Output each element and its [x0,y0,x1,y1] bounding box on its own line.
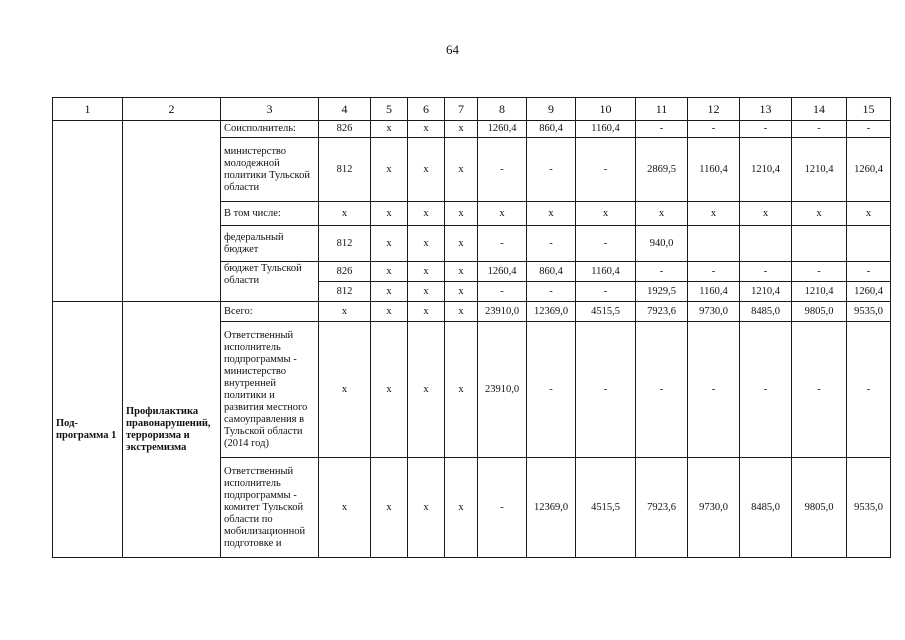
cell: 1210,4 [740,138,792,202]
cell: 9730,0 [688,302,740,322]
cell: x [688,202,740,226]
cell: - [847,121,891,138]
cell: x [408,302,445,322]
cell: 1260,4 [478,121,527,138]
cell: 1210,4 [740,282,792,302]
cell: 8485,0 [740,302,792,322]
cell: x [445,202,478,226]
header-cell: 7 [445,98,478,121]
cell: - [636,322,688,458]
cell: 9535,0 [847,302,891,322]
cell: 7923,6 [636,302,688,322]
header-cell: 15 [847,98,891,121]
page-number: 64 [446,42,459,57]
cell: - [478,458,527,558]
header-cell: 9 [527,98,576,121]
cell: 826 [319,121,371,138]
cell: - [847,262,891,282]
blank-cell [53,121,123,302]
header-cell: 8 [478,98,527,121]
cell: x [371,138,408,202]
cell: x [319,458,371,558]
cell: 9730,0 [688,458,740,558]
row-label: Ответственный исполнитель подпрограммы - комитет Тульской области по мобилизационной подготовке и [221,458,319,558]
cell: 1260,4 [478,262,527,282]
cell: x [371,121,408,138]
cell: 860,4 [527,262,576,282]
cell: - [478,282,527,302]
cell: 812 [319,138,371,202]
cell [740,226,792,262]
cell: 12369,0 [527,458,576,558]
header-cell: 6 [408,98,445,121]
cell: 1160,4 [688,282,740,302]
cell: 940,0 [636,226,688,262]
header-cell: 10 [576,98,636,121]
cell: 826 [319,262,371,282]
cell: x [792,202,847,226]
cell: x [371,282,408,302]
cell: - [688,262,740,282]
cell: 1160,4 [576,121,636,138]
header-cell: 14 [792,98,847,121]
cell: 9805,0 [792,302,847,322]
cell: - [527,322,576,458]
cell: 23910,0 [478,302,527,322]
cell: x [371,458,408,558]
cell: x [478,202,527,226]
header-cell: 12 [688,98,740,121]
cell: 1210,4 [792,138,847,202]
cell: 4515,5 [576,302,636,322]
cell: 1160,4 [576,262,636,282]
cell: x [408,202,445,226]
cell: - [576,282,636,302]
cell: - [636,121,688,138]
cell: 1160,4 [688,138,740,202]
cell: 1929,5 [636,282,688,302]
cell: x [847,202,891,226]
row-label: Всего: [221,302,319,322]
header-cell: 3 [221,98,319,121]
cell: 7923,6 [636,458,688,558]
cell: x [445,282,478,302]
cell: - [688,121,740,138]
cell: x [445,302,478,322]
cell: - [740,262,792,282]
table-header-row [53,98,891,121]
cell [688,226,740,262]
cell: x [740,202,792,226]
header-cell: 13 [740,98,792,121]
header-cell: 11 [636,98,688,121]
cell: - [740,121,792,138]
cell: 812 [319,282,371,302]
cell: 1260,4 [847,282,891,302]
cell: - [792,262,847,282]
cell: x [319,302,371,322]
cell: x [408,226,445,262]
cell: x [371,262,408,282]
cell: - [576,226,636,262]
cell: - [576,138,636,202]
cell: 812 [319,226,371,262]
cell: x [445,262,478,282]
budget-table [52,97,891,558]
header-cell: 4 [319,98,371,121]
cell: 1210,4 [792,282,847,302]
cell: 4515,5 [576,458,636,558]
row-label: В том числе: [221,202,319,226]
cell: 8485,0 [740,458,792,558]
row-label: федеральный бюджет [221,226,319,262]
cell: x [445,226,478,262]
cell: x [319,322,371,458]
cell: - [636,262,688,282]
header-cell: 2 [123,98,221,121]
cell: - [847,322,891,458]
cell: x [445,138,478,202]
cell: x [371,202,408,226]
row-label: Ответственный исполнитель подпрограммы - министерство внутренней политики и развития местного самоуправления в Тульской области (2014 год) [221,322,319,458]
cell: x [636,202,688,226]
cell: - [792,322,847,458]
header-cell: 5 [371,98,408,121]
cell: - [792,121,847,138]
cell: - [740,322,792,458]
cell: - [576,322,636,458]
cell: - [688,322,740,458]
cell: x [527,202,576,226]
row-label: бюджет Тульской области [221,262,319,302]
cell: x [445,121,478,138]
cell: - [527,282,576,302]
subprogram-title: Профилактика правонарушений, терроризма и экстремизма [123,302,221,558]
cell [847,226,891,262]
cell: 9535,0 [847,458,891,558]
table-row [53,121,891,138]
cell: - [527,226,576,262]
cell: x [408,282,445,302]
cell: x [408,458,445,558]
row-label: министерство молодежной политики Тульской области [221,138,319,202]
cell: x [408,121,445,138]
cell: - [478,226,527,262]
cell: - [478,138,527,202]
cell: 2869,5 [636,138,688,202]
cell: - [527,138,576,202]
cell: 12369,0 [527,302,576,322]
cell: 9805,0 [792,458,847,558]
blank-cell [123,121,221,302]
cell: x [371,226,408,262]
table-row [53,302,891,322]
cell: 23910,0 [478,322,527,458]
cell: x [371,322,408,458]
cell: 860,4 [527,121,576,138]
cell: x [576,202,636,226]
cell: x [445,458,478,558]
subprogram-number: Под-программа 1 [53,302,123,558]
cell: 1260,4 [847,138,891,202]
header-cell: 1 [53,98,123,121]
cell: x [371,302,408,322]
cell: x [319,202,371,226]
row-label: Соисполнитель: [221,121,319,138]
cell [792,226,847,262]
cell: x [408,138,445,202]
cell: x [445,322,478,458]
cell: x [408,262,445,282]
cell: x [408,322,445,458]
